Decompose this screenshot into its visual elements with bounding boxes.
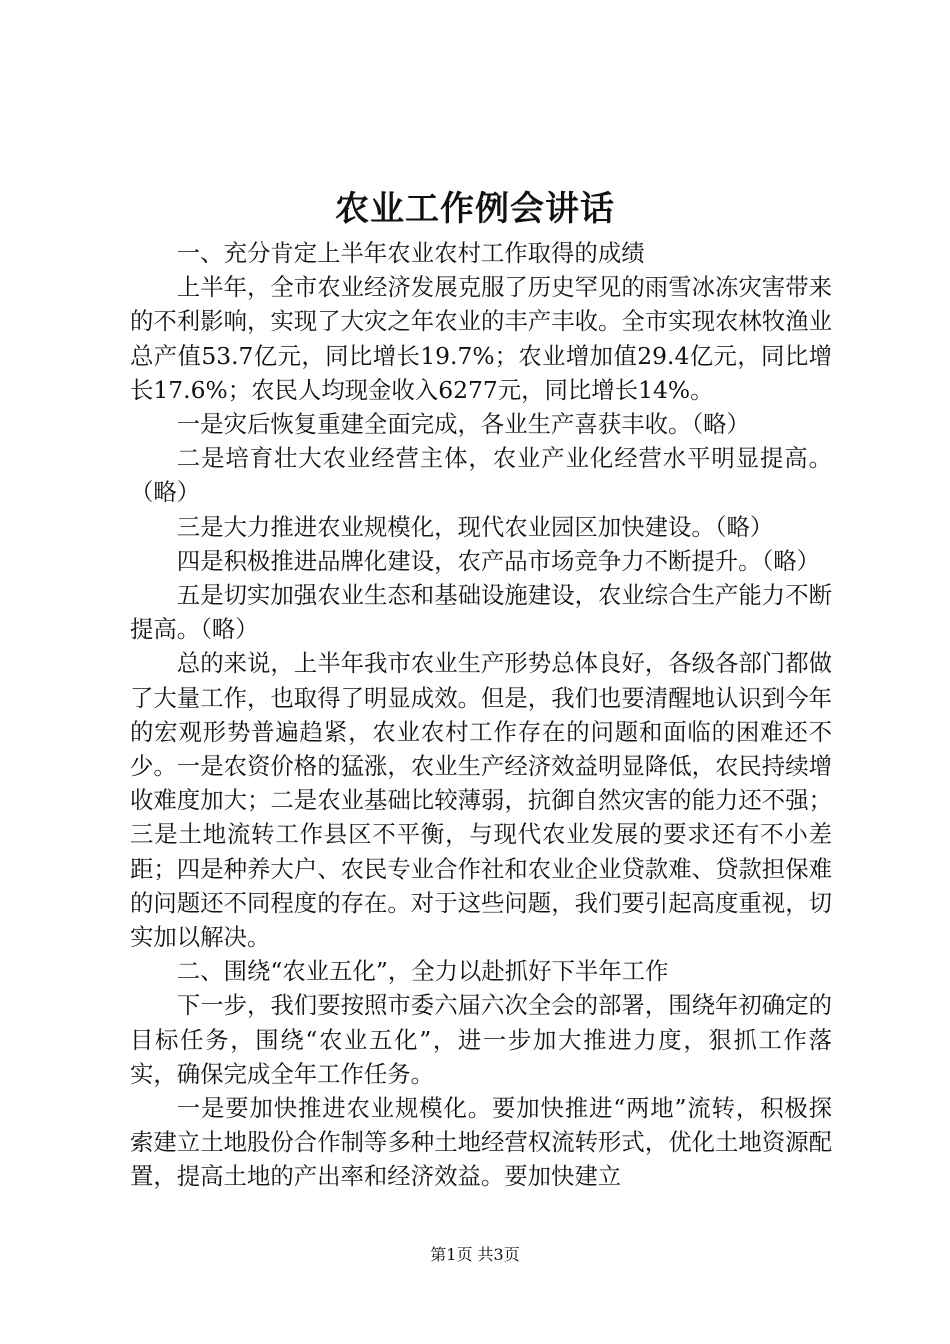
paragraph-point-5: 五是切实加强农业生态和基础设施建设，农业综合生产能力不断提高。（略）: [130, 581, 832, 644]
paragraph-point-3: 三是大力推进农业规模化，现代农业园区加快建设。（略）: [176, 512, 774, 541]
paragraph-point-4: 四是积极推进品牌化建设，农产品市场竞争力不断提升。（略）: [176, 546, 821, 575]
paragraph-next-steps: 下一步，我们要按照市委六届六次全会的部署，围绕年初确定的目标任务，围绕“农业五化”，进一步加大推进力度，狠抓工作落实，确保完成全年工作任务。: [130, 991, 832, 1088]
section-heading-2: 二、围绕“农业五化”，全力以赴抓好下半年工作: [176, 957, 669, 986]
document-body: [130, 236, 832, 1194]
section-heading-1: 一、充分肯定上半年农业农村工作取得的成绩: [176, 239, 645, 267]
paragraph-summary: 总的来说，上半年我市农业生产形势总体良好，各级各部门都做了大量工作，也取得了明显成效。但是，我们也要清醒地认识到今年的宏观形势普遍趋紧，农业农村工作存在的问题和面临的困难还不少。一是农资价格的猛涨，农业生产经济效益明显降低，农民持续增收难度加大；二是农业基础比较薄弱，抗御自然灾害的能力还不强；三是土地流转工作县区不平衡，与现代农业发展的要求还有不小差距；四是种养大户、农民专业合作社和农业企业贷款难、贷款担保难的问题还不同程度的存在。对于这些问题，我们要引起高度重视，切实加以解决。: [130, 649, 832, 952]
paragraph-task-1: 一是要加快推进农业规模化。要加快推进“两地”流转，积极探索建立土地股份合作制等多种土地经营权流转形式，优化土地资源配置，提高土地的产出率和经济效益。要加快建立: [130, 1094, 832, 1191]
page-footer: 第1页 共3页: [430, 1245, 520, 1264]
document-title: 农业工作例会讲话: [335, 189, 615, 229]
paragraph-point-1: 一是灾后恢复重建全面完成，各业生产喜获丰收。（略）: [176, 410, 750, 439]
paragraph-overview: 上半年，全市农业经济发展克服了历史罕见的雨雪冰冻灾害带来的不利影响，实现了大灾之年农业的丰产丰收。全市实现农林牧渔业总产值53.7亿元，同比增长19.7%；农业增加值29.4亿元，同比增长17.6%；农民人均现金收入6277元，同比增长14%。: [130, 273, 832, 404]
paragraph-point-2: 二是培育壮大农业经营主体，农业产业化经营水平明显提高。（略）: [130, 444, 832, 507]
